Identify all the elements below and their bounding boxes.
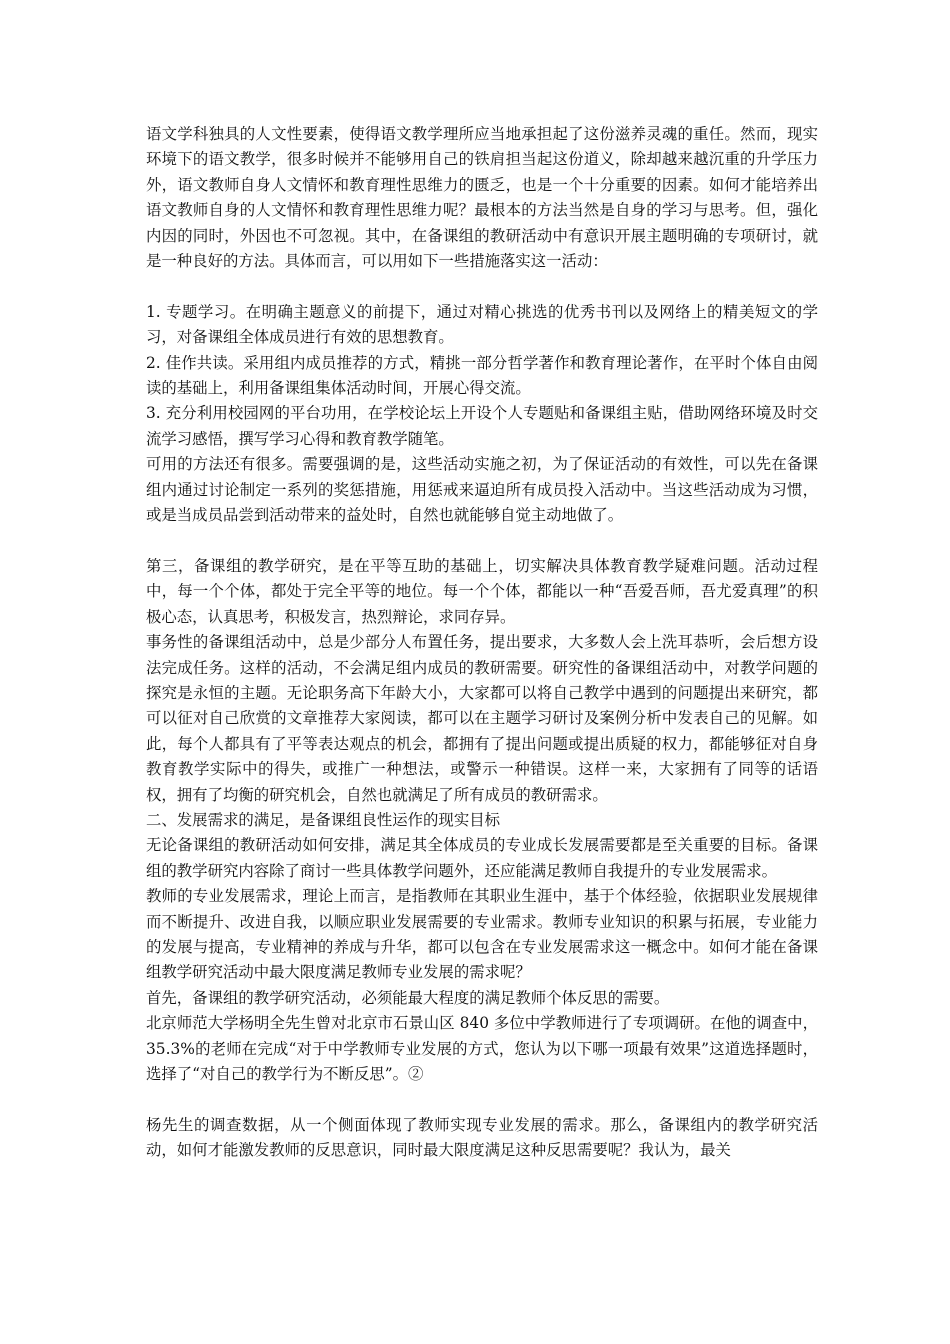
document-body [146,122,818,1164]
measure-2-paragraph: 2. 佳作共读。采用组内成员推荐的方式，精挑一部分哲学著作和教育理论著作，在平时个体自由阅读的基础上，利用备课组集体活动时间，开展心得交流。 [146,353,818,398]
blank-line [146,1087,818,1112]
closing-paragraph: 杨先生的调查数据，从一个侧面体现了教师实现专业发展的需求。那么，备课组内的教学研究活动，如何才能激发教师的反思意识，同时最大限度满足这种反思需要呢？我认为，最关 [146,1115,818,1160]
section-heading-2: 二、发展需求的满足，是备课组良性运作的现实目标 [146,810,500,829]
third-point-paragraph: 第三，备课组的教学研究，是在平等互助的基础上，切实解决具体教育教学疑难问题。活动过程中，每一个个体，都处于完全平等的地位。每一个个体，都能以一种“吾爱吾师，吾尤爱真理”的积极心态，认真思考，积极发言，热烈辩论，求同存异。 [146,556,818,626]
blank-line [146,274,818,299]
blank-line [146,528,818,553]
methods-paragraph: 可用的方法还有很多。需要强调的是，这些活动实施之初，为了保证活动的有效性，可以先在备课组内通过讨论制定一系列的奖惩措施，用惩戒来逼迫所有成员投入活动中。当这些活动成为习惯，或是当成员品尝到活动带来的益处时，自然也就能够自觉主动地做了。 [146,455,818,525]
measure-1-paragraph: 1. 专题学习。在明确主题意义的前提下，通过对精心挑选的优秀书刊以及网络上的精美短文的学习，对备课组全体成员进行有效的思想教育。 [146,302,818,347]
survey-paragraph: 北京师范大学杨明全先生曾对北京市石景山区 840 多位中学教师进行了专项调研。在他的调查中，35.3%的老师在完成“对于中学教师专业发展的方式，您认为以下哪一项最有效果”这道选择题时，选择了“对自己的教学行为不断反思”。② [146,1014,818,1083]
development-goal-paragraph: 无论备课组的教研活动如何安排，满足其全体成员的专业成长发展需要都是至关重要的目标。备课组的教学研究内容除了商讨一些具体教学问题外，还应能满足教师自我提升的专业发展需求。 [146,836,818,880]
measure-3-paragraph: 3. 充分利用校园网的平台功用，在学校论坛上开设个人专题贴和备课组主贴，借助网络环境及时交流学习感悟，撰写学习心得和教育教学随笔。 [146,404,818,448]
reflection-need-paragraph: 首先，备课组的教学研究活动，必须能最大程度的满足教师个体反思的需要。 [146,988,670,1007]
professional-needs-paragraph: 教师的专业发展需求，理论上而言，是指教师在其职业生涯中，基于个体经验，依据职业发展规律而不断提升、改进自我，以顺应职业发展需要的专业需求。教师专业知识的积累与拓展，专业能力的发展与提高，专业精神的养成与升华，都可以包含在专业发展需求这一概念中。如何才能在备课组教学研究活动中最大限度满足教师专业发展的需求呢？ [146,887,818,982]
research-activity-paragraph: 事务性的备课组活动中，总是少部分人布置任务，提出要求，大多数人会上洗耳恭听，会后想方设法完成任务。这样的活动，不会满足组内成员的教研需要。研究性的备课组活动中，对教学问题的探究是永恒的主题。无论职务高下年龄大小，大家都可以将自己教学中遇到的问题提出来研究，都可以征对自己欣赏的文章推荐大家阅读，都可以在主题学习研讨及案例分析中发表自己的见解。如此，每个人都具有了平等表达观点的机会，都拥有了提出问题或提出质疑的权力，都能够征对自身教育教学实际中的得失，或推广一种想法，或警示一种错误。这样一来，大家拥有了同等的话语权，拥有了均衡的研究机会，自然也就满足了所有成员的教研需求。 [146,633,818,804]
intro-paragraph: 语文学科独具的人文性要素，使得语文教学理所应当地承担起了这份滋养灵魂的重任。然而，现实环境下的语文教学，很多时候并不能够用自己的铁肩担当起这份道义，除却越来越沉重的升学压力外，语文教师自身人文情怀和教育理性思维力的匮乏，也是一个十分重要的因素。如何才能培养出语文教师自身的人文情怀和教育理性思维力呢？最根本的方法当然是自身的学习与思考。但，强化内因的同时，外因也不可忽视。其中，在备课组的教研活动中有意识开展主题明确的专项研讨，就是一种良好的方法。具体而言，可以用如下一些措施落实这一活动： [146,125,818,271]
